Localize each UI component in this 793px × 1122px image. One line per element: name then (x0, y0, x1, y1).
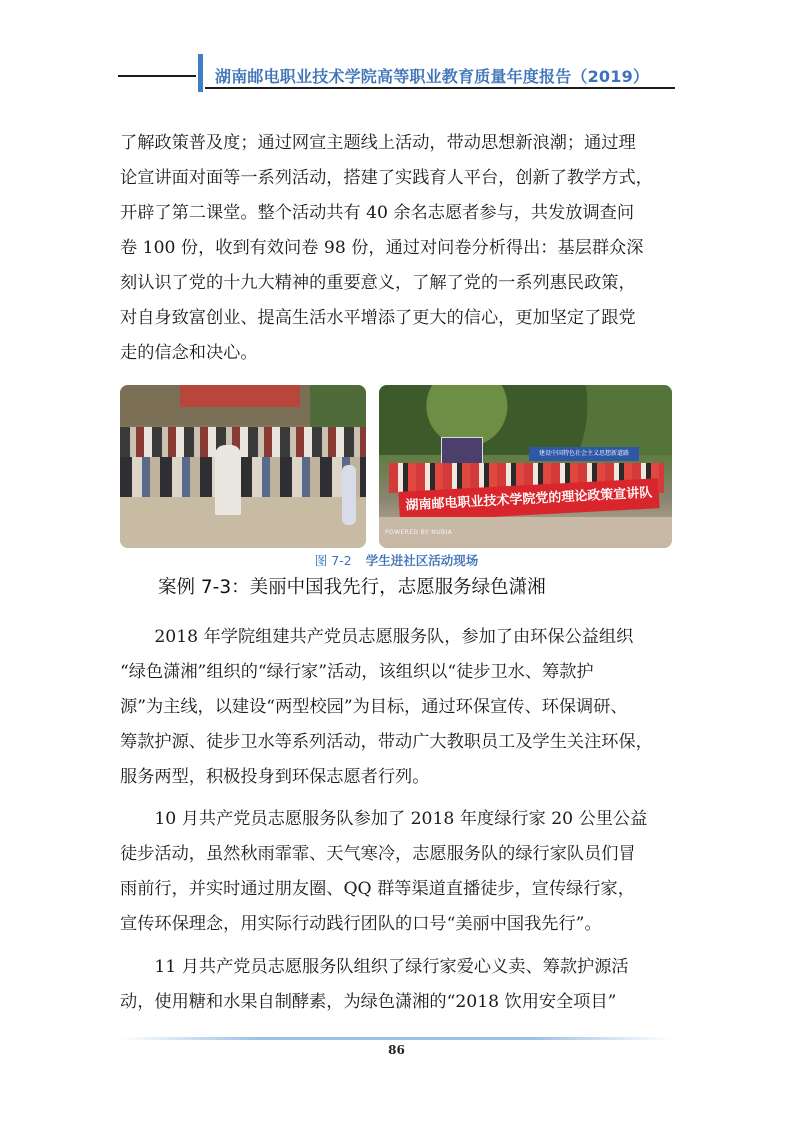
figure-caption (0, 551, 793, 569)
text-line: “绿色潇湘”组织的“绿行家”活动，该组织以“徒步卫水、筹款护 (120, 662, 594, 682)
text-line: 10 月共产党员志愿服务队参加了 2018 年度绿行家 20 公里公益 (120, 809, 648, 829)
text-line: 刻认识了党的十九大精神的重要意义，了解了党的一系列惠民政策， (120, 273, 636, 293)
header-rule-left (118, 75, 196, 77)
case-heading: 案例 7-3：美丽中国我先行，志愿服务绿色潇湘 (158, 577, 546, 598)
text-line: 筹款护源、徒步卫水等系列活动，带动广大教职员工及学生关注环保， (120, 732, 653, 752)
header-title: 湖南邮电职业技术学院高等职业教育质量年度报告（2019） (215, 67, 650, 86)
header-rule-right (205, 87, 675, 89)
photo-red-banner: 湖南邮电职业技术学院党的理论政策宣讲队 (398, 478, 659, 522)
paragraph-2 (120, 620, 672, 795)
text-line: 了解政策普及度；通过网宣主题线上活动，带动思想新浪潮；通过理 (120, 133, 636, 153)
photo-crowd-front (120, 457, 366, 497)
text-line: 走的信念和决心。 (120, 343, 258, 363)
text-line: 徒步活动，虽然秋雨霏霏、天气寒冷，志愿服务队的绿行家队员们冒 (120, 844, 636, 864)
photo-trees (379, 385, 672, 455)
figure-caption-text: 学生进社区活动现场 (365, 553, 479, 568)
photo-volunteer-team (379, 385, 672, 548)
photo-sign-board (441, 437, 483, 465)
text-line: 2018 年学院组建共产党员志愿服务队，参加了由环保公益组织 (120, 627, 634, 647)
photo-person-child (342, 465, 356, 525)
text-line: 动，使用糖和水果自制酵素，为绿色潇湘的“2018 饮用安全项目” (120, 992, 617, 1012)
photo-red-awning (180, 385, 300, 407)
photo-crowd-back (120, 427, 366, 457)
text-line: 卷 100 份，收到有效问卷 98 份，通过对问卷分析得出：基层群众深 (120, 238, 644, 258)
text-line: 雨前行，并实时通过朋友圈、QQ 群等渠道直播徒步，宣传绿行家， (120, 879, 635, 899)
paragraph-3 (120, 802, 672, 942)
text-line: 宣传环保理念，用实际行动践行团队的口号“美丽中国我先行”。 (120, 914, 602, 934)
text-line: 开辟了第二课堂。整个活动共有 40 余名志愿者参与，共发放调查问 (120, 203, 635, 223)
paragraph-4 (120, 950, 672, 1020)
photo-watermark: POWERED BY NUBIA (385, 529, 453, 536)
page-number: 86 (388, 1043, 405, 1057)
figure-number: 图 7-2 (314, 553, 352, 568)
photo-tree (310, 385, 366, 430)
footer-rule (120, 1037, 672, 1040)
photo-community-audience (120, 385, 366, 548)
photo-ground (120, 497, 366, 548)
text-line: 11 月共产党员志愿服务队组织了绿行家爱心义卖、筹款护源活 (120, 957, 629, 977)
text-line: 对自身致富创业、提高生活水平增添了更大的信心，更加坚定了跟党 (120, 308, 636, 328)
text-line: 源”为主线，以建设“两型校园”为目标，通过环保宣传、环保调研、 (120, 697, 628, 717)
photo-blue-sign: 建设中国特色社会主义思想新道路 (529, 447, 639, 461)
text-line: 服务两型，积极投身到环保志愿者行列。 (120, 767, 430, 787)
photo-person-elderly (215, 445, 241, 515)
text-line: 论宣讲面对面等一系列活动，搭建了实践育人平台，创新了教学方式， (120, 168, 653, 188)
header-accent-bar (198, 54, 203, 92)
paragraph-1 (120, 126, 672, 371)
